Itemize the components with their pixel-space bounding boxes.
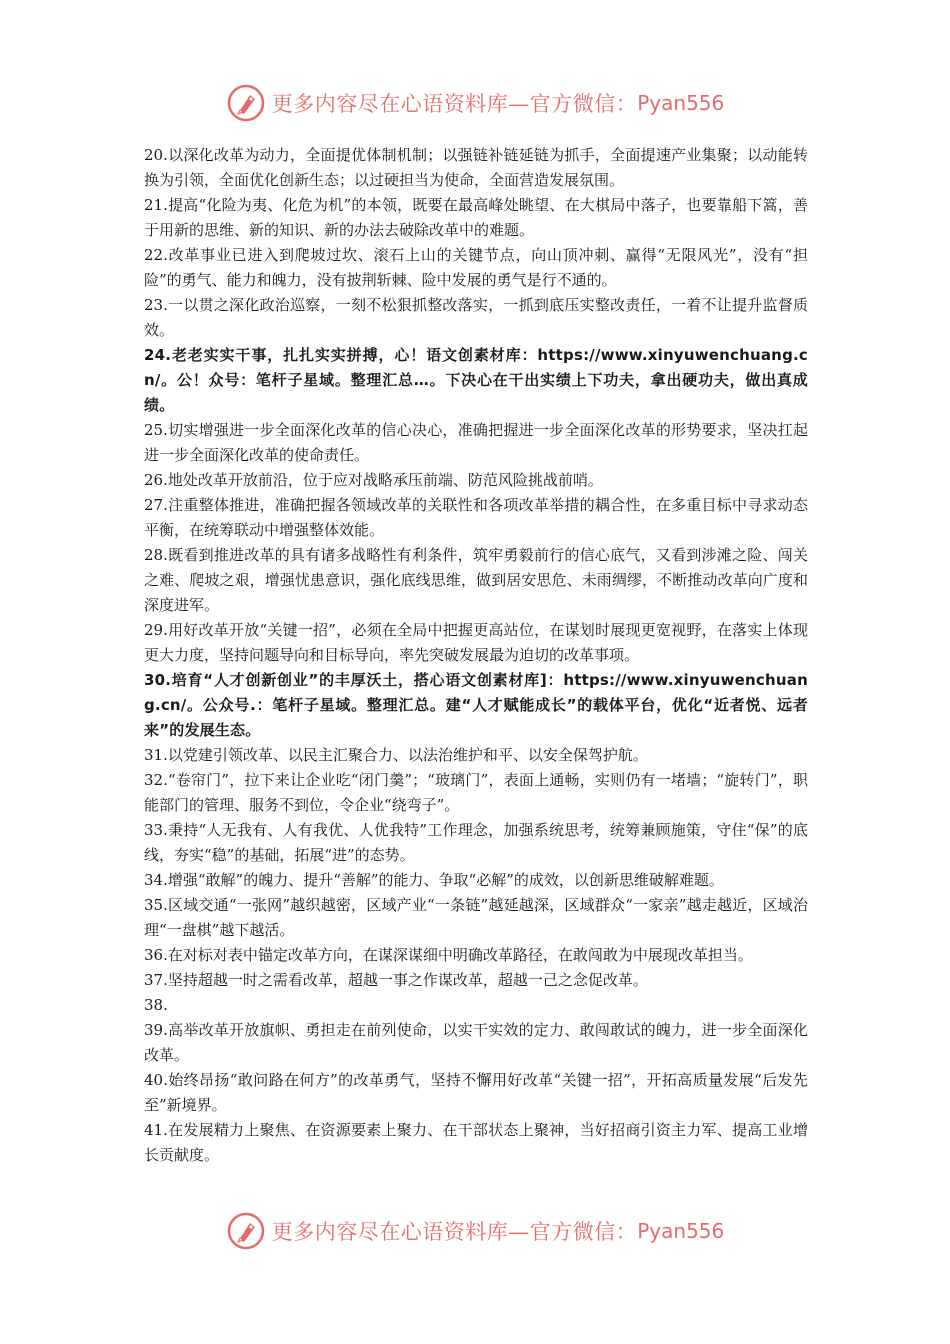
paragraph-item: 32.“卷帘门”，拉下来让企业吃“闭门羹”；“玻璃门”，表面上通畅，实则仍有一堵墙；“旋转门”，职能部门的管理、服务不到位，令企业“绕弯子”。 [144,771,808,814]
paragraph-item: 24.老老实实干事，扎扎实实拼搏，心！语文创素材库：https://www.xinyuwenchuang.cn/。公！众号：笔杆子星域。整理汇总…。下决心在干出实绩上下功夫，拿出硬功夫，做出真成绩。 [144,346,808,414]
paragraph-item: 20.以深化改革为动力，全面提优体制机制；以强链补链延链为抓手，全面提速产业集聚；以动能转换为引领，全面优化创新生态；以过硬担当为使命，全面营造发展氛围。 [144,146,808,189]
paragraph-item: 33.秉持“人无我有、人有我优、人优我特”工作理念，加强系统思考，统筹兼顾施策，守住“保”的底线，夯实“稳”的基础，拓展“进”的态势。 [144,821,808,864]
banner-wechat-id: Pyan556 [637,91,725,115]
paragraph-item: 37.坚持超越一时之需看改革，超越一事之作谋改革，超越一己之念促改革。 [144,971,648,989]
paragraph-item: 27.注重整体推进，准确把握各领域改革的关联性和各项改革举措的耦合性，在多重目标中寻求动态平衡，在统筹联动中增强整体效能。 [144,496,808,539]
paragraph-item: 21.提高“化险为夷、化危为机”的本领，既要在最高峰处眺望、在大棋局中落子，也要靠船下篙，善于用新的思维、新的知识、新的办法去破除改革中的难题。 [144,196,808,239]
paragraph-item: 28.既看到推进改革的具有诸多战略性有利条件，筑牢勇毅前行的信心底气，又看到涉滩之险、闯关之难、爬坡之艰，增强忧患意识，强化底线思维，做到居安思危、未雨绸缪，不断推动改革向广度和深度进军。 [144,546,808,614]
paragraph-item: 35.区域交通“一张网”越织越密，区域产业“一条链”越延越深，区域群众“一家亲”越走越近，区域治理“一盘棋”越下越活。 [144,896,808,939]
paragraph-item: 36.在对标对表中锚定改革方向，在谋深谋细中明确改革路径，在敢闯敢为中展现改革担当。 [144,946,753,964]
pen-nib-logo-icon [226,1211,266,1251]
paragraph-item: 26.地处改革开放前沿，位于应对战略承压前端、防范风险挑战前哨。 [144,471,603,489]
paragraph-item: 22.改革事业已进入到爬坡过坎、滚石上山的关键节点，向山顶冲刺、赢得“无限风光”，没有“担险”的勇气、能力和魄力，没有披荆斩棘、险中发展的勇气是行不通的。 [144,246,808,289]
paragraph-item: 34.增强“敢解”的魄力、提升“善解”的能力、争取“必解”的成效，以创新思维破解难题。 [144,871,724,889]
paragraph-item: 23.一以贯之深化政治巡察，一刻不松狠抓整改落实，一抓到底压实整改责任，一着不让提升监督质效。 [144,296,808,339]
paragraph-item: 31.以党建引领改革、以民主汇聚合力、以法治维护和平、以安全保驾护航。 [144,746,648,764]
paragraph-item: 25.切实增强进一步全面深化改革的信心决心，准确把握进一步全面深化改革的形势要求，坚决扛起进一步全面深化改革的使命责任。 [144,421,808,464]
paragraph-item: 38. [144,996,168,1014]
banner-wechat-id: Pyan556 [637,1219,725,1243]
paragraph-item: 39.高举改革开放旗帜、勇担走在前列使命，以实干实效的定力、敢闯敢试的魄力，进一步全面深化改革。 [144,1021,808,1064]
banner-text: 更多内容尽在心语资料库—官方微信： [271,1220,638,1244]
paragraph-item: 29.用好改革开放“关键一招”，必须在全局中把握更高站位，在谋划时展现更宽视野，在落实上体现更大力度，坚持问题导向和目标导向，率先突破发展最为迫切的改革事项。 [144,621,808,664]
pen-nib-logo-icon [226,83,266,123]
paragraph-item: 40.始终昂扬“敢问路在何方”的改革勇气，坚持不懈用好改革“关键一招”，开拓高质量发展“后发先至”新境界。 [144,1071,808,1114]
banner-text: 更多内容尽在心语资料库—官方微信： [271,92,638,116]
footer-banner [0,1208,950,1254]
paragraph-item: 41.在发展精力上聚焦、在资源要素上聚力、在干部状态上聚神，当好招商引资主力军、提高工业增长贡献度。 [144,1121,808,1164]
document-body [144,143,808,1168]
header-banner [0,80,950,126]
paragraph-item: 30.培育“人才创新创业”的丰厚沃土，搭心语文创素材库]：https://www.xinyuwenchuang.cn/。公众号.：笔杆子星域。整理汇总。建“人才赋能成长”的载体平台，优化“近者悦、远者来”的发展生态。 [144,671,808,739]
